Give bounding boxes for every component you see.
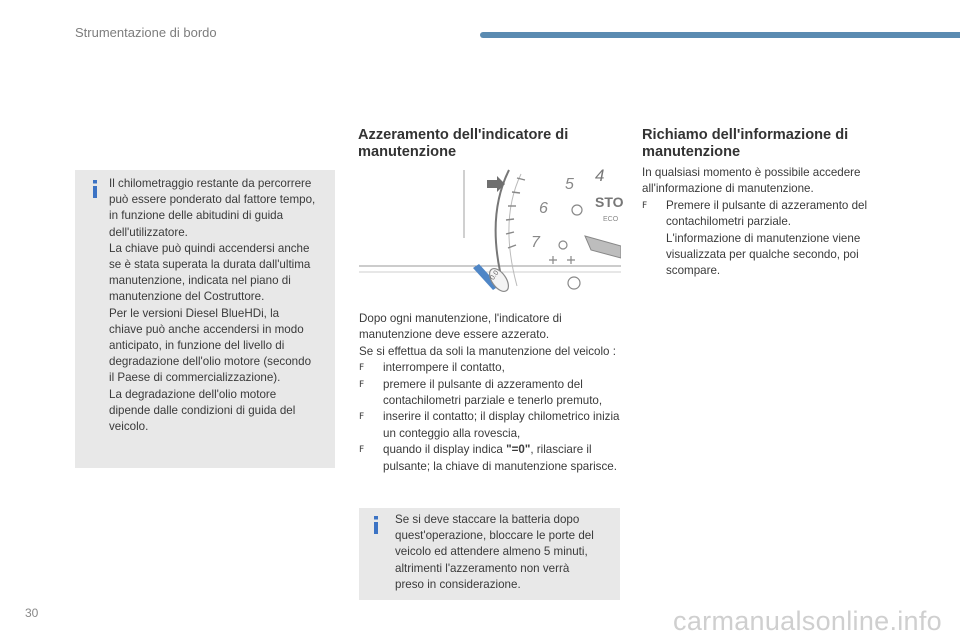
- recall-instructions: [642, 165, 887, 280]
- bullet-mark: F: [359, 363, 365, 374]
- info-icon: [369, 516, 383, 534]
- page-number: 30: [25, 606, 39, 620]
- list-item-text-pre: quando il display indica: [383, 443, 507, 457]
- info-note-text: Il chilometraggio restante da percorrere può essere ponderato dal fattore tempo, in funzione delle abitudini di guida dell'utilizzatore. La chiave può quindi accendersi anche se è stata superata la durata dall'ultima manutenzione, indicata nel piano di manutenzione del Costruttore. Per le versioni Diesel BlueHDi, la chiave può anche accendersi in modo anticipato, in funzione del livello di degradazione dell'olio motore (secondo il Paese di commercializzazione). La degradazione dell'olio motore dipende dalle condizioni di guida del veicolo.: [109, 177, 316, 434]
- header-accent-bar: [480, 32, 960, 38]
- speed-number-6: 6: [539, 200, 548, 217]
- list-item: [359, 360, 621, 376]
- section-title: Strumentazione di bordo: [75, 25, 217, 40]
- list-item-text: premere il pulsante di azzeramento del contachilometri parziale e tenerlo premuto,: [383, 377, 603, 408]
- info-icon: [88, 180, 102, 198]
- reset-button-label: 0.0: [489, 269, 501, 282]
- speed-number-5: 5: [565, 176, 574, 193]
- info-note-box-left: [75, 170, 335, 468]
- instrument-cluster-figure: [359, 166, 624, 296]
- list-item-text: interrompere il contatto,: [383, 361, 505, 375]
- speed-number-7: 7: [531, 234, 540, 251]
- stop-label: STO: [595, 194, 624, 210]
- speed-number-4: 4: [595, 166, 605, 185]
- info-note-text: Se si deve staccare la batteria dopo quest'operazione, bloccare le porte del veicolo ed attendere almeno 5 minuti, altrimenti l'azzeramento non verrà preso in considerazione.: [395, 513, 594, 591]
- reset-self-service: Se si effettua da soli la manutenzione del veicolo :: [359, 344, 616, 358]
- watermark: carmanualsonline.info: [673, 606, 942, 636]
- heading-recall-info: Richiamo dell'informazione di manutenzione: [642, 127, 849, 160]
- list-item: [642, 198, 887, 280]
- recall-intro: In qualsiasi momento è possibile accedere all'informazione di manutenzione.: [642, 166, 861, 196]
- reset-intro: Dopo ogni manutenzione, l'indicatore di manutenzione deve essere azzerato.: [359, 312, 562, 342]
- display-value: "=0": [506, 443, 531, 457]
- list-item-text: inserire il contatto; il display chilometrico inizia un conteggio alla rovescia,: [383, 410, 620, 440]
- list-item: [359, 377, 621, 410]
- heading-reset-indicator: Azzeramento dell'indicatore di manutenzione: [358, 127, 569, 160]
- list-item-text: Premere il pulsante di azzeramento del contachilometri parziale.: [666, 198, 868, 229]
- bullet-mark: F: [359, 379, 365, 390]
- bullet-mark: F: [642, 200, 648, 211]
- eco-label: ECO: [603, 216, 619, 223]
- reset-instructions: [359, 311, 621, 475]
- list-item-text-post: , rilasciare il pulsante; la chiave di manutenzione sparisce.: [383, 443, 617, 473]
- bullet-mark: F: [359, 445, 365, 456]
- list-item: [359, 409, 621, 442]
- bullet-mark: F: [359, 412, 365, 423]
- list-item-continuation: L'informazione di manutenzione viene visualizzata per qualche secondo, poi scompare.: [666, 231, 861, 278]
- info-note-box-battery: [359, 508, 620, 600]
- list-item: [359, 442, 621, 475]
